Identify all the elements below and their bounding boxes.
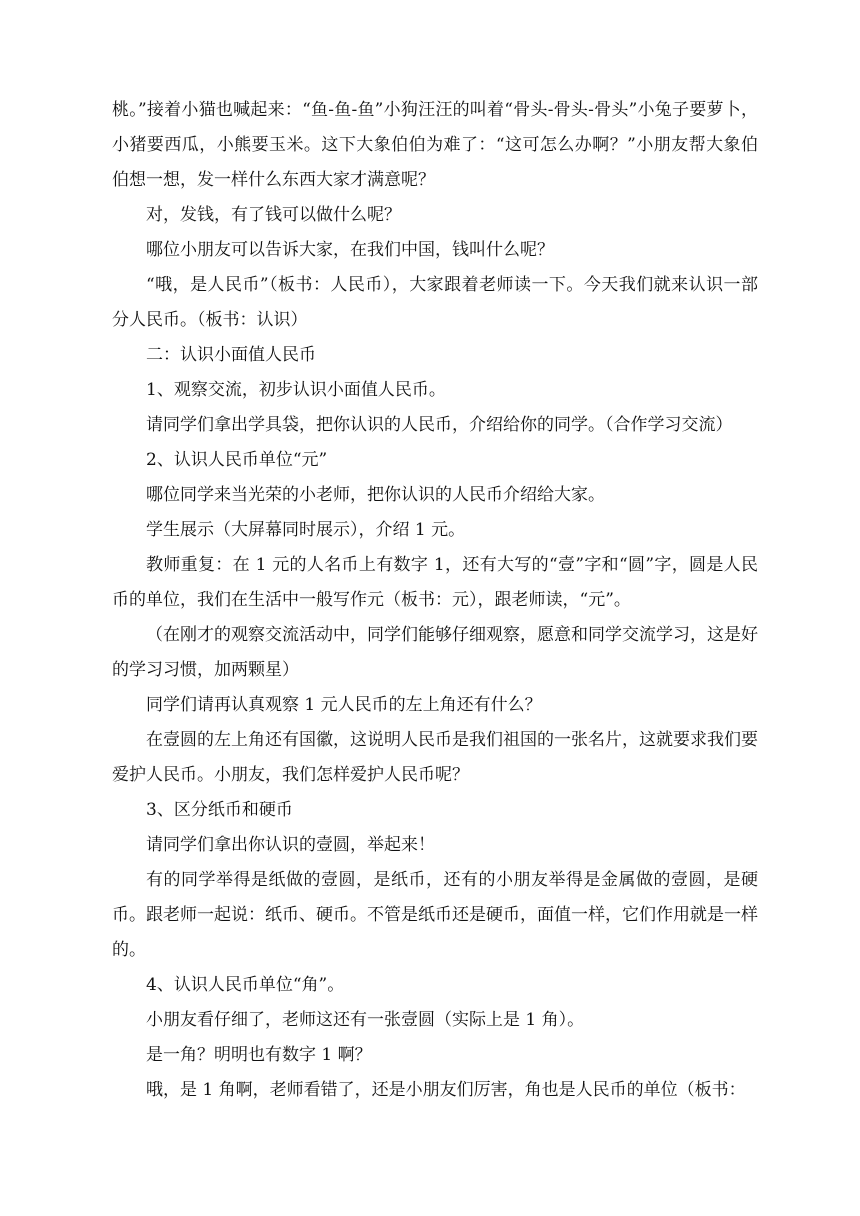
paragraph-money-question: 对，发钱，有了钱可以做什么呢？	[146, 205, 401, 225]
paragraph-is-it-one-jiao: 是一角？明明也有数字 1 啊？	[146, 1045, 372, 1065]
paragraph-raise-yuan: 请同学们拿出你认识的壹圆，举起来！	[146, 835, 435, 855]
paragraph-money-name-question: 哪位小朋友可以告诉大家，在我们中国，钱叫什么呢？	[146, 240, 554, 260]
paragraph-look-carefully: 小朋友看仔细了，老师这还有一张壹圆（实际上是 1 角）。	[146, 1010, 585, 1030]
paragraph-praise-note: （在刚才的观察交流活动中，同学们能够仔细观察，愿意和同学交流学习，这是好的学习习惯，加两颗星）	[112, 625, 758, 680]
section-heading-small-denomination: 二：认识小面值人民币	[146, 345, 316, 365]
paragraph-little-teacher: 哪位同学来当光荣的小老师，把你认识的人民币介绍给大家。	[146, 485, 605, 505]
step-heading-yuan: 2、认识人民币单位“元”	[146, 450, 328, 470]
paragraph-rmb-intro: “哦，是人民币”（板书：人民币），大家跟着老师读一下。今天我们就来认识一部分人民币。（板书：认识）	[112, 275, 758, 330]
step-heading-paper-coin: 3、区分纸币和硬币	[146, 800, 293, 820]
paragraph-group-activity: 请同学们拿出学具袋，把你认识的人民币，介绍给你的同学。（合作学习交流）	[146, 415, 733, 435]
paragraph-student-display: 学生展示（大屏幕同时展示），介绍 1 元。	[146, 520, 466, 540]
paragraph-teacher-repeat: 教师重复：在 1 元的人名币上有数字 1，还有大写的“壹”字和“圆”字，圆是人民币的单位，我们在生活中一般写作元（板书：元），跟老师读，“元”。	[112, 555, 758, 610]
paragraph-national-emblem: 在壹圆的左上角还有国徽，这说明人民币是我们祖国的一张名片，这就要求我们要爱护人民币。小朋友，我们怎样爱护人民币呢？	[112, 730, 758, 785]
step-heading-observe: 1、观察交流，初步认识小面值人民币。	[146, 380, 446, 400]
paragraph-jiao-unit: 哦，是 1 角啊，老师看错了，还是小朋友们厉害，角也是人民币的单位（板书：	[146, 1080, 746, 1100]
step-heading-jiao: 4、认识人民币单位“角”。	[146, 975, 345, 995]
paragraph-story-continuation: 桃。”接着小猫也喊起来：“鱼-鱼-鱼”小狗汪汪的叫着“骨头-骨头-骨头”小兔子要萝卜，小猪要西瓜，小熊要玉米。这下大象伯伯为难了：“这可怎么办啊？”小朋友帮大象伯伯想一想，发一样什么东西大家才满意呢？	[112, 100, 758, 190]
paragraph-paper-vs-coin: 有的同学举得是纸做的壹圆，是纸币，还有的小朋友举得是金属做的壹圆，是硬币。跟老师一起说：纸币、硬币。不管是纸币还是硬币，面值一样，它们作用就是一样的。	[112, 870, 758, 960]
document-body	[112, 93, 758, 1108]
paragraph-top-left-question: 同学们请再认真观察 1 元人民币的左上角还有什么？	[146, 695, 542, 715]
